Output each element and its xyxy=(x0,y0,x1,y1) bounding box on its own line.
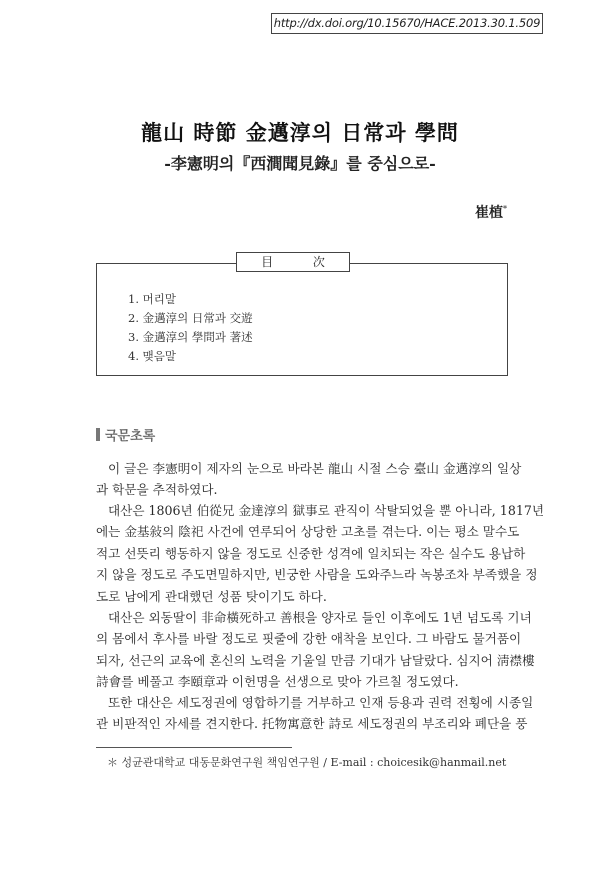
toc-item: 2. 金邁淳의 日常과 交遊 xyxy=(128,311,253,325)
author-name xyxy=(475,202,507,222)
abstract-heading xyxy=(96,425,155,444)
text-line: 대산은 1806년 伯從兄 金達淳의 獄事로 관직이 삭탈되었을 뿐 아니라, 1817년 xyxy=(108,503,545,518)
author-label: 崔植 xyxy=(475,205,503,221)
footnote-divider xyxy=(96,747,292,748)
toc-item: 1. 머리말 xyxy=(128,292,176,306)
text-line: 에는 金基敍의 陰祀 사건에 연루되어 상당한 고초를 겪는다. 이는 평소 말수도 xyxy=(96,524,520,540)
author-footnote: ＊ 성균관대학교 대동문화연구원 책임연구원 / E-mail : choicesik@hanmail.net xyxy=(107,756,507,769)
text-line: 대산은 외동딸이 非命橫死하고 善根을 양자로 들인 이후에도 1년 넘도록 기녀 xyxy=(108,610,532,625)
text-line: 되자, 선근의 교육에 혼신의 노력을 기울일 만큼 기대가 남달랐다. 심지어 淸襟樓 xyxy=(96,652,535,668)
heading-bar-marker xyxy=(96,428,100,441)
text-line: 이 글은 李憲明이 제자의 눈으로 바라본 龍山 시절 스승 臺山 金邁淳의 일상 xyxy=(108,461,522,476)
toc-item: 4. 맺음말 xyxy=(128,349,176,363)
paper-title: 龍山 時節 金邁淳의 日常과 學問 xyxy=(141,120,459,145)
text-line: 도로 남에게 관대했던 성품 탓이기도 하다. xyxy=(96,588,327,604)
paper-subtitle: -李憲明의『西澗聞見錄』를 중심으로- xyxy=(164,154,436,173)
text-line: 적고 선뜻리 행동하지 않을 정도로 신중한 성격에 일치되는 작은 실수도 용납하 xyxy=(96,545,526,561)
abstract-paragraph xyxy=(96,500,545,607)
toc-item: 3. 金邁淳의 學問과 著述 xyxy=(128,330,253,344)
toc-list xyxy=(128,290,253,366)
author-footnote-mark: * xyxy=(503,204,507,214)
text-line: 지 않을 정도로 주도면밀하지만, 빈궁한 사람을 도와주느라 녹봉조차 부족했을 정 xyxy=(96,567,538,583)
abstract-paragraph xyxy=(96,458,522,501)
text-line: 과 학문을 추적하였다. xyxy=(96,482,218,498)
abstract-paragraph xyxy=(96,692,534,735)
text-line: 또한 대산은 세도정권에 영합하기를 거부하고 인재 등용과 권력 전횡에 시종일 xyxy=(108,695,534,710)
abstract-paragraph xyxy=(96,607,535,693)
text-line: 관 비판적인 자세를 견지한다. 托物寓意한 詩로 세도정권의 부조리와 폐단을 풍 xyxy=(96,716,528,732)
doi-link[interactable]: http://dx.doi.org/10.15670/HACE.2013.30.1.509 xyxy=(271,13,543,34)
abstract-heading-label: 국문초록 xyxy=(105,429,156,444)
text-line: 詩會를 베풀고 李頤章과 이헌명을 선생으로 맞아 가르칠 정도였다. xyxy=(96,674,459,690)
text-line: 의 몸에서 후사를 바랄 정도로 핏줄에 강한 애착을 보인다. 그 바람도 물거품이 xyxy=(96,631,522,647)
toc-title: 目 次 xyxy=(236,252,350,272)
